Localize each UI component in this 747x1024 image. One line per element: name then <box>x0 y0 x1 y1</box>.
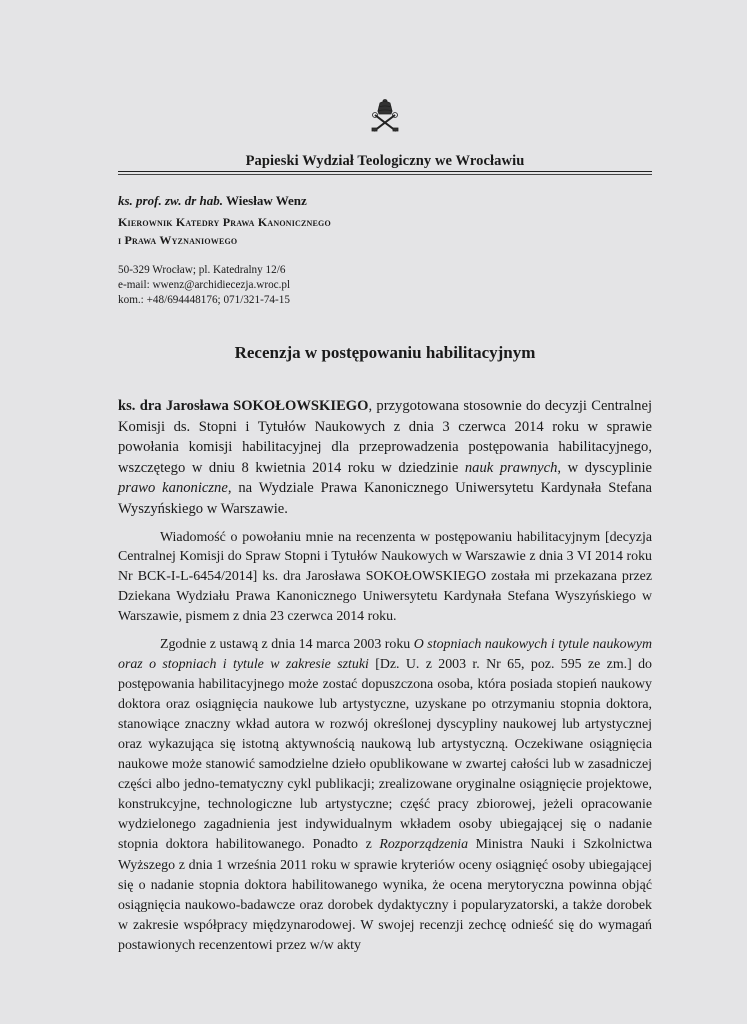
papal-crossed-keys-emblem-icon <box>370 97 400 133</box>
faculty-name: Papieski Wydział Teologiczny we Wrocławiu <box>245 153 525 169</box>
paragraph-3 <box>118 635 652 957</box>
law-title: O stopniach naukowych i tytule naukowym oraz o stopniach i tytule w zakresie sztuki <box>118 636 652 672</box>
paragraph-1 <box>118 396 652 520</box>
paragraph-3-text-b: [Dz. U. z 2003 r. Nr 65, poz. 595 ze zm.] do postępowania habilitacyjnego może zostać dopuszczona osoba, która posiada stopień naukowy doktora oraz osiągnięcia naukowe lub artystyczne, uzyskane po otrzymaniu stopnia doktora, stanowiące znaczny wkład autora w rozwój określonej dyscypliny naukowej lub artystycznej oraz wykazująca się istotną aktywnością naukową lub artystyczną. Oczekiwane osiągnięcia naukowe może stanowić samodzielne dzieło opublikowane w zwartej całości lub w zasadniczej części albo jedno-tematyczny cykl publikacji; zrealizowane oryginalne osiągnięcie projektowe, konstrukcyjne, technologiczne lub artystyczne; część pracy zbiorowej, jeżeli opracowanie wydzielonego zagadnienia jest indywidualnym wkładem osoby ubiegającej się o nadanie stopnia doktora habilitowanego. Ponadto z <box>118 656 652 853</box>
paragraph-1-text-a: , przygotowana stosownie do decyzji Centralnej Komisji ds. Stopni i Tytułów Naukowych z dnia 3 czerwca 2014 roku w sprawie powołania komisji habilitacyjnej dla przeprowadzenia postępowania habilitacyjnego, wszczętego w dniu 8 kwietnia 2014 roku w dziedzinie <box>118 398 652 476</box>
author-title: ks. prof. zw. dr hab. <box>118 193 223 208</box>
author-line <box>118 193 307 209</box>
candidate-name: ks. dra Jarosława SOKOŁOWSKIEGO <box>118 398 369 414</box>
paragraph-1-text-c: , na Wydziale Prawa Kanonicznego Uniwersytetu Kardynała Stefana Wyszyńskiego w Warszawie. <box>118 480 652 517</box>
paragraph-2: Wiadomość o powołaniu mnie na recenzenta w postępowaniu habilitacyjnym [decyzja Centralnej Komisji do Spraw Stopni i Tytułów Naukowych w Warszawie z dnia 3 VI 2014 roku Nr BCK-I-L-6454/2014] ks. dra Jarosława SOKOŁOWSKIEGO została mi przekazana przez Dziekana Wydziału Prawa Kanonicznego Uniwersytetu Kardynała Stefana Wyszyńskiego w Warszawie, pismem z dnia 23 czerwca 2014 roku. <box>118 529 652 624</box>
email: e-mail: wwenz@archidiecezja.wroc.pl <box>118 279 291 291</box>
header-rule <box>118 171 652 172</box>
author-department <box>118 213 331 249</box>
author-name: Wiesław Wenz <box>226 193 307 208</box>
discipline-name: prawo kanoniczne <box>118 480 228 497</box>
contact-block <box>118 263 290 308</box>
field-name: nauk prawnych <box>464 459 558 476</box>
paragraph-1-text-b: , w dyscyplinie <box>557 459 652 476</box>
document-body <box>118 396 652 956</box>
dept-line-2: i Prawa Wyznaniowego <box>118 233 238 247</box>
regulation-title: Rozporządzenia <box>379 837 469 853</box>
dept-line-1: Kierownik Katedry Prawa Kanonicznego <box>118 215 331 229</box>
paragraph-3-text-c: Ministra Nauki i Szkolnictwa Wyższego z dnia 1 września 2011 roku w sprawie kryteriów oceny osiągnięć osoby ubiegającej się o nadanie stopnia doktora habilitowanego wynika, że ocena merytoryczna powinna objąć osiągnięcia naukowo-badawcze oraz dorobek dydaktyczny i popularyzatorski, a także dorobek w zakresie współpracy międzynarodowej. W swojej recenzji zechcę odnieść się do wymagań postawionych recenzentowi przez w/w akty <box>118 837 652 953</box>
header-rule-thin <box>118 174 652 175</box>
document-title: Recenzja w postępowaniu habilitacyjnym <box>234 343 536 362</box>
phone: kom.: +48/694448176; 071/321-74-15 <box>118 294 290 306</box>
paragraph-3-text-a: Zgodnie z ustawą z dnia 14 marca 2003 roku <box>160 636 414 652</box>
address: 50-329 Wrocław; pl. Katedralny 12/6 <box>118 264 286 276</box>
